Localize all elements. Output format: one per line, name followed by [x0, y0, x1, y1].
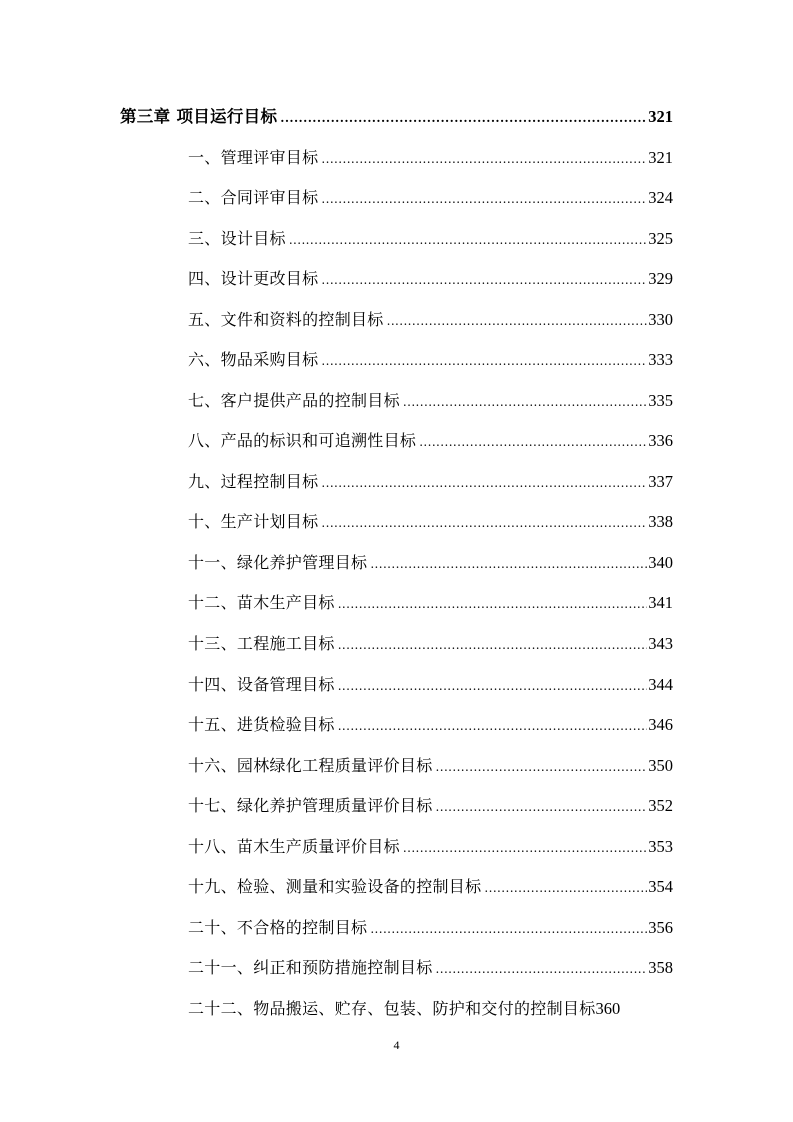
toc-entry[interactable] [188, 958, 673, 978]
toc-entry-page: 350 [648, 756, 673, 775]
toc-entry-title: 二十、不合格的控制目标 [188, 918, 368, 937]
toc-entry[interactable] [188, 634, 673, 654]
toc-entry[interactable] [188, 229, 673, 249]
toc-leader-dots [419, 432, 647, 452]
toc-chapter-title: 第三章 项目运行目标 [120, 107, 278, 126]
toc-entry[interactable] [188, 553, 673, 573]
toc-leader-dots [338, 635, 648, 655]
toc-entry[interactable] [188, 675, 673, 695]
toc-entry-title: 十、生产计划目标 [188, 512, 319, 531]
toc-entry[interactable] [188, 837, 673, 857]
toc-leader-dots [321, 149, 647, 169]
toc-entry-title: 三、设计目标 [188, 229, 286, 248]
toc-entry-page: 329 [648, 269, 673, 288]
toc-entry-page: 321 [648, 148, 673, 167]
toc-entry-title: 五、文件和资料的控制目标 [188, 310, 384, 329]
toc-entry-title: 十七、绿化养护管理质量评价目标 [188, 796, 433, 815]
toc-leader-dots [338, 676, 648, 696]
toc-leader-dots [370, 919, 647, 939]
toc-entry-page: 352 [648, 796, 673, 815]
toc-leader-dots [280, 108, 647, 128]
toc-entry[interactable] [188, 431, 673, 451]
toc-entry-page: 335 [648, 391, 673, 410]
toc-entry[interactable] [188, 715, 673, 735]
toc-leader-dots [436, 757, 648, 777]
toc-leader-dots [403, 838, 647, 858]
toc-entry-title: 二、合同评审目标 [188, 188, 319, 207]
toc-entry[interactable] [188, 391, 673, 411]
toc-entry-page: 341 [648, 593, 673, 612]
toc-entry-page: 338 [648, 512, 673, 531]
toc-entry-page: 346 [648, 715, 673, 734]
toc-leader-dots [321, 351, 647, 371]
toc-entry-page: 354 [648, 877, 673, 896]
toc-entry-title: 二十二、物品搬运、贮存、包装、防护和交付的控制目标 [188, 999, 596, 1018]
toc-leader-dots [403, 392, 647, 412]
toc-entry-page: 360 [595, 999, 621, 1018]
toc-entry-title: 八、产品的标识和可追溯性目标 [188, 431, 417, 450]
toc-entry-page: 356 [648, 918, 673, 937]
toc-entry-page: 325 [648, 229, 673, 248]
toc-chapter-heading[interactable] [120, 107, 673, 127]
toc-entry-title: 十二、苗木生产目标 [188, 593, 335, 612]
toc-entry-title: 十三、工程施工目标 [188, 634, 335, 653]
toc-entry-page: 358 [648, 958, 673, 977]
toc-entry-title: 十六、园林绿化工程质量评价目标 [188, 756, 433, 775]
page-number: 4 [393, 1038, 400, 1052]
toc-entry-title: 十五、进货检验目标 [188, 715, 335, 734]
toc-leader-dots [338, 716, 648, 736]
toc-entry-page: 337 [648, 472, 673, 491]
toc-entry[interactable] [188, 269, 673, 289]
toc-entry-title: 十九、检验、测量和实验设备的控制目标 [188, 877, 482, 896]
toc-leader-dots [370, 554, 647, 574]
toc-entry[interactable] [188, 796, 673, 816]
toc-entry[interactable] [188, 918, 673, 938]
toc-entry-page: 324 [648, 188, 673, 207]
toc-entry[interactable] [188, 999, 620, 1019]
toc-entry-page: 343 [648, 634, 673, 653]
toc-leader-dots [321, 473, 647, 493]
toc-entry-page: 344 [648, 675, 673, 694]
toc-entry-title: 十八、苗木生产质量评价目标 [188, 837, 400, 856]
toc-leader-dots [338, 594, 648, 614]
toc-entry[interactable] [188, 350, 673, 370]
toc-entry-title: 十一、绿化养护管理目标 [188, 553, 368, 572]
toc-leader-dots [484, 878, 647, 898]
toc-entry-page: 330 [648, 310, 673, 329]
toc-entry[interactable] [188, 148, 673, 168]
toc-entry-title: 九、过程控制目标 [188, 472, 319, 491]
toc-chapter-page: 321 [648, 107, 673, 126]
toc-entry[interactable] [188, 512, 673, 532]
toc-entry-page: 340 [648, 553, 673, 572]
toc-entry-title: 十四、设备管理目标 [188, 675, 335, 694]
toc-entry-page: 333 [648, 350, 673, 369]
toc-entry-page: 353 [648, 837, 673, 856]
toc-entry[interactable] [188, 188, 673, 208]
toc-entry-title: 二十一、纠正和预防措施控制目标 [188, 958, 433, 977]
toc-leader-dots [321, 270, 647, 290]
toc-leader-dots [321, 189, 647, 209]
toc-entry-title: 七、客户提供产品的控制目标 [188, 391, 400, 410]
toc-entry[interactable] [188, 472, 673, 492]
toc-leader-dots [321, 513, 647, 533]
toc-entry[interactable] [188, 877, 673, 897]
toc-leader-dots [436, 797, 648, 817]
toc-entry-title: 四、设计更改目标 [188, 269, 319, 288]
toc-entry[interactable] [188, 756, 673, 776]
toc-leader-dots [289, 230, 647, 250]
toc-entry-title: 一、管理评审目标 [188, 148, 319, 167]
toc-entry-page: 336 [648, 431, 673, 450]
toc-entry[interactable] [188, 593, 673, 613]
toc-entry[interactable] [188, 310, 673, 330]
toc-entry-title: 六、物品采购目标 [188, 350, 319, 369]
toc-leader-dots [387, 311, 648, 331]
toc-leader-dots [436, 959, 648, 979]
